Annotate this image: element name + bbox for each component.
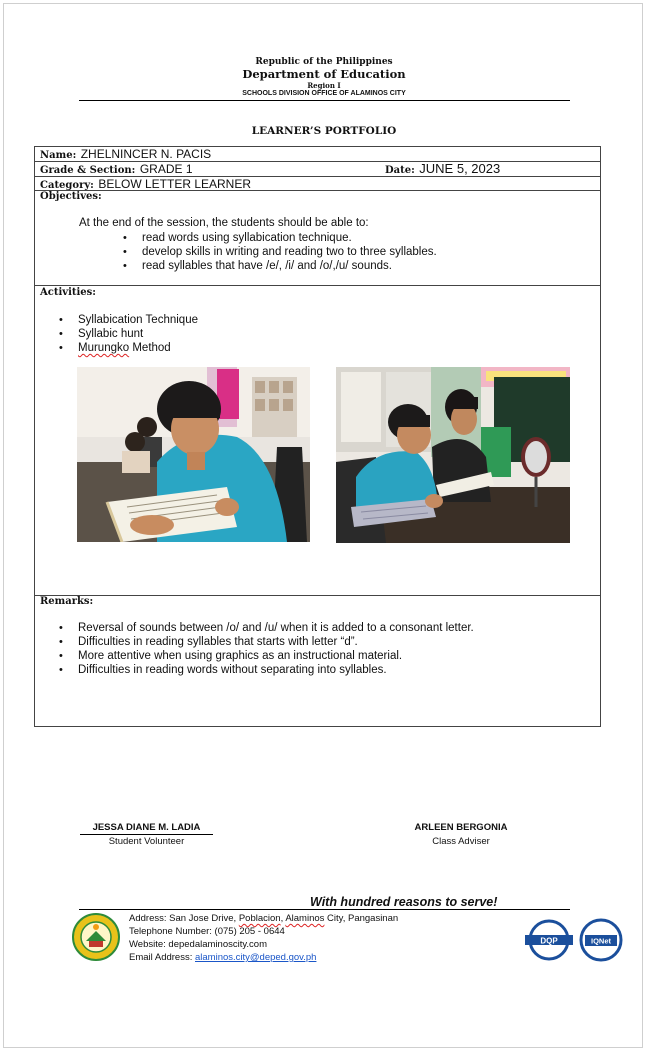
name-value: ZHELNINCER N. PACIS — [80, 147, 212, 161]
footer-motto: With hundred reasons to serve! — [310, 895, 498, 909]
list-item — [78, 341, 198, 355]
objectives-intro: At the end of the session, the students should be able to: — [79, 217, 369, 229]
list-item: • read syllables that have /e/, /i/ and /o/,/u/ sounds. — [142, 259, 437, 273]
header-department: Department of Education — [242, 67, 406, 81]
list-item: • Syllabication Technique — [78, 313, 198, 327]
signatory-role: Class Adviser — [432, 836, 490, 847]
signatory-name: JESSA DIANE M. LADIA — [80, 822, 213, 835]
remarks-list — [78, 621, 474, 677]
cert-text — [0, 0, 1, 1]
header-republic: Republic of the Philippines — [255, 57, 393, 67]
date-label: Date: — [385, 165, 415, 176]
list-item: • read words using syllabication technique. — [142, 231, 437, 245]
footer-divider — [79, 909, 570, 910]
row-divider — [34, 595, 601, 611]
date-value: JUNE 5, 2023 — [419, 161, 501, 176]
activities-list — [78, 313, 198, 355]
category-row — [40, 177, 251, 191]
dqp-certification-icon — [523, 919, 575, 961]
dqp-label: DQP — [540, 936, 558, 946]
header-divider — [79, 100, 570, 101]
address-prefix: Address: San Jose Drive, — [129, 913, 237, 924]
row-divider — [34, 285, 601, 301]
grade-row — [40, 162, 193, 176]
email-link[interactable]: alaminos.city@deped.gov.ph — [195, 952, 317, 963]
grade-value: GRADE 1 — [139, 162, 193, 176]
iqnet-label: IQNet — [590, 936, 612, 946]
email-line — [129, 951, 398, 964]
category-label: Category: — [40, 180, 94, 191]
signatory-role: Student Volunteer — [108, 836, 185, 847]
address-rest: City, Pangasinan — [324, 913, 399, 924]
grade-label: Grade & Section: — [40, 165, 136, 176]
remarks-label: Remarks: — [40, 596, 94, 607]
website-line: Website: depedalaminoscity.com — [129, 939, 267, 950]
list-item: • Syllabic hunt — [78, 327, 198, 341]
email-label: Email Address: — [129, 952, 195, 963]
footer-address — [129, 912, 398, 964]
objectives-label: Objectives: — [40, 191, 102, 202]
address-poblacion: Poblacion — [238, 913, 281, 924]
category-value: BELOW LETTER LEARNER — [98, 177, 252, 191]
list-item: • Difficulties in reading words without separating into syllables. — [78, 663, 474, 677]
header-division: SCHOOLS DIVISION OFFICE OF ALAMINOS CITY — [242, 90, 406, 97]
address-alaminos: Alaminos — [285, 913, 325, 924]
activity-murungko: Murungko — [78, 342, 130, 354]
address-separator: , — [280, 913, 284, 924]
signatory-name: ARLEEN BERGONIA — [414, 822, 508, 833]
name-row — [40, 147, 211, 161]
photo-boy-reading — [77, 367, 310, 542]
deped-seal-icon — [72, 913, 120, 961]
iqnet-certification-icon — [579, 918, 623, 962]
page-title: LEARNER’S PORTFOLIO — [251, 125, 397, 137]
list-item: • Difficulties in reading syllables that starts with letter “d”. — [78, 635, 474, 649]
name-label: Name: — [40, 150, 77, 161]
activity-method: Method — [132, 342, 171, 354]
header-region: Region I — [307, 81, 341, 90]
activities-label: Activities: — [40, 287, 96, 298]
photo-boy-with-volunteer — [336, 367, 570, 543]
telephone-line: Telephone Number: (075) 205 - 0644 — [129, 926, 285, 937]
list-item: • Reversal of sounds between /o/ and /u/ when it is added to a consonant letter. — [78, 621, 474, 635]
list-item: • More attentive when using graphics as an instructional material. — [78, 649, 474, 663]
objectives-list — [142, 231, 437, 273]
list-item: • develop skills in writing and reading two to three syllables. — [142, 245, 437, 259]
date-row — [385, 162, 500, 176]
address-line — [129, 912, 398, 925]
row-divider — [34, 190, 601, 206]
